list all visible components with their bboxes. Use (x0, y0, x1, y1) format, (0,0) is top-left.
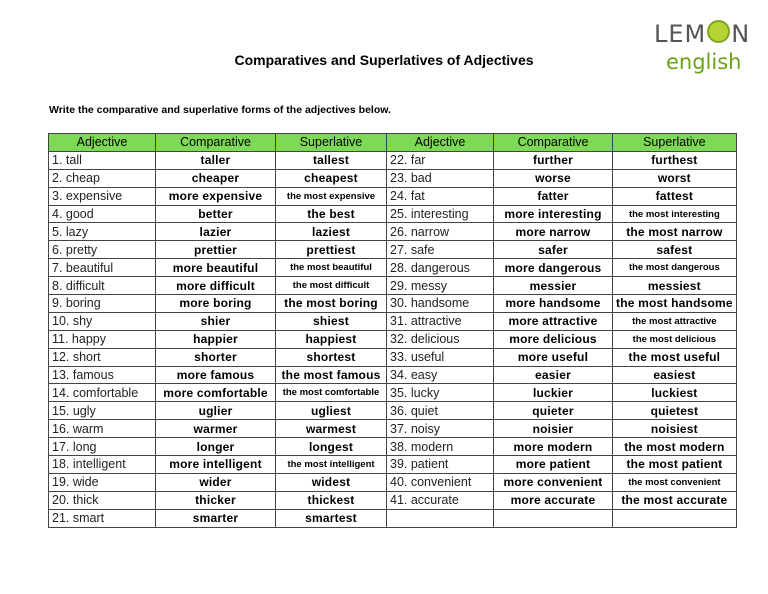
cell-superlative: laziest (276, 223, 387, 241)
cell-superlative: the most useful (613, 348, 737, 366)
cell-comparative: luckier (494, 384, 613, 402)
cell-comparative: shier (156, 312, 276, 330)
cell-adjective: 33. useful (387, 348, 494, 366)
cell-superlative: the most comfortable (276, 384, 387, 402)
cell-superlative: prettiest (276, 241, 387, 259)
cell-comparative: more comfortable (156, 384, 276, 402)
cell-adjective: 41. accurate (387, 491, 494, 509)
cell-comparative: cheaper (156, 169, 276, 187)
table-row (49, 402, 737, 420)
cell-superlative: tallest (276, 151, 387, 169)
cell-superlative: the most convenient (613, 473, 737, 491)
cell-superlative: cheapest (276, 169, 387, 187)
cell-comparative: more intelligent (156, 456, 276, 474)
cell-superlative: shiest (276, 312, 387, 330)
cell-adjective: 29. messy (387, 277, 494, 295)
cell-superlative: the most expensive (276, 187, 387, 205)
cell-superlative: the most boring (276, 295, 387, 313)
cell-comparative: more difficult (156, 277, 276, 295)
cell-superlative: the most famous (276, 366, 387, 384)
cell-comparative: messier (494, 277, 613, 295)
cell-adjective: 9. boring (49, 295, 156, 313)
cell-superlative: quietest (613, 402, 737, 420)
cell-superlative: luckiest (613, 384, 737, 402)
cell-comparative: prettier (156, 241, 276, 259)
cell-adjective: 16. warm (49, 420, 156, 438)
cell-adjective: 25. interesting (387, 205, 494, 223)
cell-comparative: more patient (494, 456, 613, 474)
cell-adjective: 32. delicious (387, 330, 494, 348)
cell-adjective: 11. happy (49, 330, 156, 348)
table-row (49, 151, 737, 169)
cell-superlative: shortest (276, 348, 387, 366)
cell-comparative: more dangerous (494, 259, 613, 277)
cell-comparative: more famous (156, 366, 276, 384)
cell-comparative: longer (156, 438, 276, 456)
worksheet-title: Comparatives and Superlatives of Adjectives (234, 52, 534, 68)
header-superlative: Superlative (276, 134, 387, 152)
cell-comparative: worse (494, 169, 613, 187)
table-row (49, 348, 737, 366)
cell-adjective: 23. bad (387, 169, 494, 187)
cell-comparative: uglier (156, 402, 276, 420)
cell-superlative: safest (613, 241, 737, 259)
table-row (49, 509, 737, 527)
cell-comparative: more handsome (494, 295, 613, 313)
cell-comparative: lazier (156, 223, 276, 241)
cell-adjective: 38. modern (387, 438, 494, 456)
cell-comparative: more interesting (494, 205, 613, 223)
table-row (49, 241, 737, 259)
cell-comparative: more delicious (494, 330, 613, 348)
cell-adjective: 3. expensive (49, 187, 156, 205)
cell-adjective: 28. dangerous (387, 259, 494, 277)
cell-comparative: more beautiful (156, 259, 276, 277)
cell-comparative: more attractive (494, 312, 613, 330)
cell-comparative: taller (156, 151, 276, 169)
cell-adjective: 14. comfortable (49, 384, 156, 402)
cell-adjective: 12. short (49, 348, 156, 366)
table-row (49, 384, 737, 402)
cell-comparative: safer (494, 241, 613, 259)
cell-comparative: quieter (494, 402, 613, 420)
cell-superlative: ugliest (276, 402, 387, 420)
cell-adjective (387, 509, 494, 527)
cell-adjective: 10. shy (49, 312, 156, 330)
cell-superlative: the most accurate (613, 491, 737, 509)
cell-superlative: the most beautiful (276, 259, 387, 277)
table-row (49, 366, 737, 384)
cell-comparative: easier (494, 366, 613, 384)
logo-subtitle: english (666, 50, 742, 74)
table-header-row (49, 134, 737, 152)
cell-adjective: 22. far (387, 151, 494, 169)
cell-superlative: warmest (276, 420, 387, 438)
cell-comparative: smarter (156, 509, 276, 527)
cell-superlative: noisiest (613, 420, 737, 438)
cell-adjective: 39. patient (387, 456, 494, 474)
cell-adjective: 21. smart (49, 509, 156, 527)
cell-superlative: messiest (613, 277, 737, 295)
cell-superlative: the most attractive (613, 312, 737, 330)
cell-superlative: the most dangerous (613, 259, 737, 277)
cell-comparative: more boring (156, 295, 276, 313)
cell-superlative: worst (613, 169, 737, 187)
logo-wordmark: LEM N (654, 20, 751, 48)
cell-comparative: more accurate (494, 491, 613, 509)
cell-comparative: more narrow (494, 223, 613, 241)
lemon-slice-icon (707, 20, 730, 43)
cell-adjective: 36. quiet (387, 402, 494, 420)
table-row (49, 473, 737, 491)
cell-superlative: longest (276, 438, 387, 456)
table-row (49, 205, 737, 223)
cell-comparative: wider (156, 473, 276, 491)
cell-adjective: 26. narrow (387, 223, 494, 241)
table-row (49, 330, 737, 348)
cell-comparative: more useful (494, 348, 613, 366)
cell-comparative: shorter (156, 348, 276, 366)
cell-adjective: 40. convenient (387, 473, 494, 491)
cell-superlative: happiest (276, 330, 387, 348)
cell-adjective: 30. handsome (387, 295, 494, 313)
cell-adjective: 4. good (49, 205, 156, 223)
cell-superlative: fattest (613, 187, 737, 205)
cell-comparative: happier (156, 330, 276, 348)
cell-adjective: 37. noisy (387, 420, 494, 438)
cell-superlative: widest (276, 473, 387, 491)
cell-comparative: noisier (494, 420, 613, 438)
cell-adjective: 13. famous (49, 366, 156, 384)
cell-superlative: thickest (276, 491, 387, 509)
table-row (49, 491, 737, 509)
cell-superlative: easiest (613, 366, 737, 384)
header-comparative: Comparative (494, 134, 613, 152)
cell-superlative: the most difficult (276, 277, 387, 295)
cell-adjective: 34. easy (387, 366, 494, 384)
cell-comparative: more modern (494, 438, 613, 456)
cell-superlative: furthest (613, 151, 737, 169)
table-row (49, 169, 737, 187)
cell-superlative: the most intelligent (276, 456, 387, 474)
cell-adjective: 17. long (49, 438, 156, 456)
lemon-english-logo (654, 20, 754, 80)
cell-superlative: the most modern (613, 438, 737, 456)
cell-superlative: the most handsome (613, 295, 737, 313)
cell-adjective: 24. fat (387, 187, 494, 205)
header-adjective: Adjective (387, 134, 494, 152)
table-row (49, 295, 737, 313)
cell-comparative: more convenient (494, 473, 613, 491)
cell-adjective: 35. lucky (387, 384, 494, 402)
cell-superlative: the most delicious (613, 330, 737, 348)
header-adjective: Adjective (49, 134, 156, 152)
cell-comparative: further (494, 151, 613, 169)
table-row (49, 223, 737, 241)
cell-adjective: 5. lazy (49, 223, 156, 241)
cell-adjective: 18. intelligent (49, 456, 156, 474)
cell-adjective: 2. cheap (49, 169, 156, 187)
table-row (49, 312, 737, 330)
cell-adjective: 1. tall (49, 151, 156, 169)
cell-adjective: 6. pretty (49, 241, 156, 259)
cell-adjective: 20. thick (49, 491, 156, 509)
cell-superlative: the best (276, 205, 387, 223)
cell-superlative: the most narrow (613, 223, 737, 241)
cell-comparative: fatter (494, 187, 613, 205)
cell-superlative: smartest (276, 509, 387, 527)
table-row (49, 456, 737, 474)
cell-adjective: 8. difficult (49, 277, 156, 295)
cell-superlative (613, 509, 737, 527)
cell-comparative (494, 509, 613, 527)
adjectives-table (48, 133, 737, 528)
cell-comparative: better (156, 205, 276, 223)
table-row (49, 277, 737, 295)
cell-superlative: the most interesting (613, 205, 737, 223)
table-row (49, 438, 737, 456)
header-superlative: Superlative (613, 134, 737, 152)
header-comparative: Comparative (156, 134, 276, 152)
cell-comparative: more expensive (156, 187, 276, 205)
cell-superlative: the most patient (613, 456, 737, 474)
table-row (49, 420, 737, 438)
table-row (49, 187, 737, 205)
table-row (49, 259, 737, 277)
cell-adjective: 19. wide (49, 473, 156, 491)
instructions: Write the comparative and superlative forms of the adjectives below. (49, 104, 391, 116)
cell-comparative: thicker (156, 491, 276, 509)
cell-adjective: 27. safe (387, 241, 494, 259)
cell-adjective: 15. ugly (49, 402, 156, 420)
cell-adjective: 7. beautiful (49, 259, 156, 277)
cell-adjective: 31. attractive (387, 312, 494, 330)
cell-comparative: warmer (156, 420, 276, 438)
